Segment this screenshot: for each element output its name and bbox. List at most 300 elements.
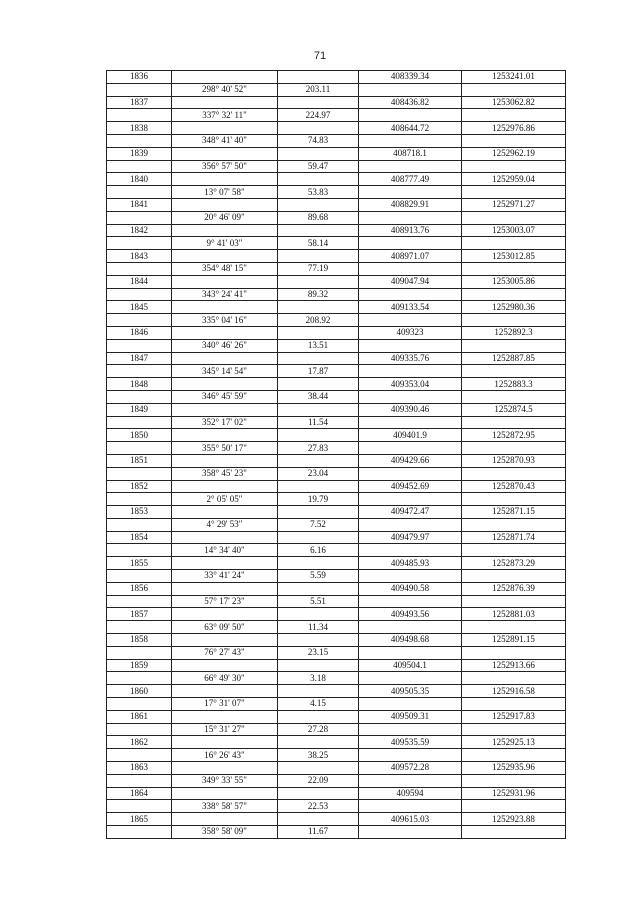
bearing-cell (172, 582, 278, 595)
easting-cell (359, 211, 462, 224)
point-number-cell (107, 211, 172, 224)
northing-cell (462, 749, 566, 762)
point-row (107, 147, 566, 160)
northing-cell (462, 723, 566, 736)
distance-cell: 11.34 (278, 621, 359, 634)
segment-row (107, 646, 566, 659)
northing-cell (462, 365, 566, 378)
bearing-cell (172, 787, 278, 800)
coordinates-table (106, 70, 566, 839)
point-row (107, 198, 566, 211)
point-row (107, 96, 566, 109)
bearing-cell (172, 813, 278, 826)
distance-cell (278, 275, 359, 288)
bearing-cell (172, 198, 278, 211)
point-row (107, 736, 566, 749)
easting-cell: 409504.1 (359, 659, 462, 672)
bearing-cell (172, 608, 278, 621)
point-row (107, 429, 566, 442)
point-number-cell: 1839 (107, 147, 172, 160)
bearing-cell (172, 301, 278, 314)
easting-cell (359, 800, 462, 813)
distance-cell (278, 813, 359, 826)
distance-cell: 58.14 (278, 237, 359, 250)
northing-cell: 1252873.29 (462, 557, 566, 570)
northing-cell: 1252870.43 (462, 480, 566, 493)
page-number: 71 (313, 50, 327, 62)
northing-cell (462, 314, 566, 327)
easting-cell: 408913.76 (359, 224, 462, 237)
northing-cell (462, 698, 566, 711)
point-number-cell: 1847 (107, 352, 172, 365)
distance-cell (278, 659, 359, 672)
segment-row (107, 390, 566, 403)
northing-cell: 1253005.86 (462, 275, 566, 288)
segment-row (107, 442, 566, 455)
segment-row (107, 314, 566, 327)
easting-cell: 409335.76 (359, 352, 462, 365)
easting-cell (359, 621, 462, 634)
bearing-cell: 13° 07' 58" (172, 186, 278, 199)
bearing-cell: 346° 45' 59" (172, 390, 278, 403)
point-number-cell (107, 672, 172, 685)
point-number-cell: 1844 (107, 275, 172, 288)
distance-cell (278, 762, 359, 775)
distance-cell: 89.68 (278, 211, 359, 224)
point-number-cell: 1853 (107, 506, 172, 519)
point-number-cell (107, 416, 172, 429)
point-row (107, 301, 566, 314)
easting-cell: 409572.28 (359, 762, 462, 775)
segment-row (107, 109, 566, 122)
point-row (107, 403, 566, 416)
distance-cell (278, 378, 359, 391)
easting-cell (359, 262, 462, 275)
point-number-cell: 1864 (107, 787, 172, 800)
point-number-cell: 1858 (107, 634, 172, 647)
bearing-cell: 4° 29' 53" (172, 518, 278, 531)
distance-cell (278, 224, 359, 237)
easting-cell: 409505.35 (359, 685, 462, 698)
point-number-cell (107, 826, 172, 839)
northing-cell: 1252876.39 (462, 582, 566, 595)
bearing-cell: 356° 57' 50" (172, 160, 278, 173)
easting-cell: 409452.69 (359, 480, 462, 493)
distance-cell: 5.51 (278, 595, 359, 608)
bearing-cell (172, 659, 278, 672)
northing-cell (462, 646, 566, 659)
point-number-cell (107, 83, 172, 96)
point-row (107, 352, 566, 365)
bearing-cell (172, 634, 278, 647)
point-number-cell: 1865 (107, 813, 172, 826)
easting-cell: 409401.9 (359, 429, 462, 442)
point-row (107, 480, 566, 493)
easting-cell (359, 134, 462, 147)
distance-cell (278, 454, 359, 467)
point-number-cell: 1856 (107, 582, 172, 595)
easting-cell (359, 672, 462, 685)
distance-cell (278, 71, 359, 84)
point-row (107, 531, 566, 544)
easting-cell (359, 288, 462, 301)
segment-row (107, 672, 566, 685)
easting-cell: 408436.82 (359, 96, 462, 109)
segment-row (107, 288, 566, 301)
point-number-cell: 1863 (107, 762, 172, 775)
easting-cell (359, 416, 462, 429)
point-number-cell: 1849 (107, 403, 172, 416)
northing-cell: 1252871.15 (462, 506, 566, 519)
bearing-cell: 355° 50' 17" (172, 442, 278, 455)
distance-cell (278, 173, 359, 186)
point-number-cell: 1843 (107, 250, 172, 263)
distance-cell: 3.18 (278, 672, 359, 685)
point-number-cell: 1862 (107, 736, 172, 749)
northing-cell (462, 390, 566, 403)
point-row (107, 787, 566, 800)
northing-cell (462, 595, 566, 608)
segment-row (107, 518, 566, 531)
bearing-cell (172, 71, 278, 84)
distance-cell: 27.28 (278, 723, 359, 736)
northing-cell: 1252976.86 (462, 122, 566, 135)
point-number-cell (107, 109, 172, 122)
easting-cell (359, 749, 462, 762)
distance-cell (278, 736, 359, 749)
point-row (107, 224, 566, 237)
segment-row (107, 467, 566, 480)
segment-row (107, 544, 566, 557)
segment-row (107, 749, 566, 762)
point-number-cell (107, 442, 172, 455)
easting-cell: 408339.34 (359, 71, 462, 84)
segment-row (107, 134, 566, 147)
easting-cell (359, 109, 462, 122)
segment-row (107, 698, 566, 711)
bearing-cell: 20° 46' 09" (172, 211, 278, 224)
northing-cell (462, 493, 566, 506)
bearing-cell: 343° 24' 41" (172, 288, 278, 301)
northing-cell: 1252883.3 (462, 378, 566, 391)
easting-cell: 408644.72 (359, 122, 462, 135)
bearing-cell (172, 378, 278, 391)
bearing-cell (172, 762, 278, 775)
segment-row (107, 237, 566, 250)
point-number-cell (107, 237, 172, 250)
bearing-cell: 57° 17' 23" (172, 595, 278, 608)
northing-cell (462, 467, 566, 480)
point-row (107, 813, 566, 826)
northing-cell (462, 262, 566, 275)
segment-row (107, 186, 566, 199)
bearing-cell: 63° 09' 50" (172, 621, 278, 634)
segment-row (107, 723, 566, 736)
point-number-cell: 1857 (107, 608, 172, 621)
point-row (107, 506, 566, 519)
easting-cell (359, 339, 462, 352)
northing-cell: 1252916.58 (462, 685, 566, 698)
point-number-cell (107, 314, 172, 327)
segment-row (107, 800, 566, 813)
bearing-cell (172, 326, 278, 339)
segment-row (107, 595, 566, 608)
easting-cell: 409479.97 (359, 531, 462, 544)
bearing-cell (172, 96, 278, 109)
distance-cell: 7.52 (278, 518, 359, 531)
easting-cell: 409498.68 (359, 634, 462, 647)
bearing-cell (172, 429, 278, 442)
northing-cell: 1253012.85 (462, 250, 566, 263)
point-number-cell: 1838 (107, 122, 172, 135)
point-number-cell: 1848 (107, 378, 172, 391)
distance-cell: 38.25 (278, 749, 359, 762)
bearing-cell: 340° 46' 26" (172, 339, 278, 352)
bearing-cell: 14° 34' 40" (172, 544, 278, 557)
easting-cell: 409615.03 (359, 813, 462, 826)
easting-cell (359, 493, 462, 506)
bearing-cell: 348° 41' 40" (172, 134, 278, 147)
easting-cell: 409323 (359, 326, 462, 339)
northing-cell (462, 339, 566, 352)
distance-cell: 5.59 (278, 570, 359, 583)
point-number-cell: 1861 (107, 710, 172, 723)
northing-cell: 1252887.85 (462, 352, 566, 365)
distance-cell (278, 710, 359, 723)
distance-cell: 19.79 (278, 493, 359, 506)
bearing-cell: 345° 14' 54" (172, 365, 278, 378)
point-number-cell (107, 518, 172, 531)
point-row (107, 250, 566, 263)
easting-cell: 409490.58 (359, 582, 462, 595)
point-row (107, 71, 566, 84)
point-number-cell: 1837 (107, 96, 172, 109)
easting-cell (359, 442, 462, 455)
northing-cell (462, 134, 566, 147)
distance-cell: 11.67 (278, 826, 359, 839)
easting-cell: 409133.54 (359, 301, 462, 314)
bearing-cell (172, 352, 278, 365)
point-number-cell: 1851 (107, 454, 172, 467)
segment-row (107, 774, 566, 787)
point-row (107, 122, 566, 135)
bearing-cell: 298° 40' 52" (172, 83, 278, 96)
easting-cell (359, 390, 462, 403)
distance-cell (278, 301, 359, 314)
point-row (107, 634, 566, 647)
point-row (107, 685, 566, 698)
easting-cell (359, 570, 462, 583)
point-number-cell: 1854 (107, 531, 172, 544)
easting-cell (359, 467, 462, 480)
northing-cell (462, 544, 566, 557)
segment-row (107, 493, 566, 506)
point-number-cell: 1846 (107, 326, 172, 339)
point-number-cell (107, 570, 172, 583)
northing-cell: 1252891.15 (462, 634, 566, 647)
bearing-cell (172, 250, 278, 263)
point-row (107, 608, 566, 621)
distance-cell: 89.32 (278, 288, 359, 301)
point-number-cell (107, 262, 172, 275)
northing-cell (462, 518, 566, 531)
distance-cell (278, 557, 359, 570)
distance-cell: 77.19 (278, 262, 359, 275)
northing-cell: 1252935.96 (462, 762, 566, 775)
distance-cell: 23.04 (278, 467, 359, 480)
point-number-cell: 1842 (107, 224, 172, 237)
bearing-cell (172, 685, 278, 698)
northing-cell: 1252959.04 (462, 173, 566, 186)
bearing-cell: 16° 26' 43" (172, 749, 278, 762)
point-number-cell (107, 544, 172, 557)
point-number-cell (107, 288, 172, 301)
northing-cell (462, 186, 566, 199)
distance-cell: 53.83 (278, 186, 359, 199)
easting-cell: 409509.31 (359, 710, 462, 723)
bearing-cell: 349° 33' 55" (172, 774, 278, 787)
northing-cell: 1252913.66 (462, 659, 566, 672)
segment-row (107, 826, 566, 839)
point-number-cell: 1852 (107, 480, 172, 493)
point-number-cell (107, 390, 172, 403)
segment-row (107, 365, 566, 378)
easting-cell (359, 83, 462, 96)
distance-cell (278, 198, 359, 211)
northing-cell: 1253062.82 (462, 96, 566, 109)
point-number-cell (107, 595, 172, 608)
easting-cell: 408777.49 (359, 173, 462, 186)
point-row (107, 454, 566, 467)
bearing-cell (172, 736, 278, 749)
northing-cell (462, 160, 566, 173)
segment-row (107, 621, 566, 634)
point-number-cell: 1859 (107, 659, 172, 672)
bearing-cell (172, 275, 278, 288)
bearing-cell: 17° 31' 07" (172, 698, 278, 711)
distance-cell: 6.16 (278, 544, 359, 557)
bearing-cell: 76° 27' 43" (172, 646, 278, 659)
northing-cell (462, 570, 566, 583)
bearing-cell (172, 480, 278, 493)
bearing-cell (172, 122, 278, 135)
distance-cell: 59.47 (278, 160, 359, 173)
bearing-cell: 2° 05' 05" (172, 493, 278, 506)
point-number-cell (107, 723, 172, 736)
northing-cell (462, 416, 566, 429)
easting-cell (359, 698, 462, 711)
bearing-cell (172, 557, 278, 570)
bearing-cell (172, 147, 278, 160)
point-number-cell: 1845 (107, 301, 172, 314)
segment-row (107, 211, 566, 224)
northing-cell: 1252871.74 (462, 531, 566, 544)
distance-cell (278, 429, 359, 442)
easting-cell: 409535.59 (359, 736, 462, 749)
point-number-cell: 1850 (107, 429, 172, 442)
distance-cell (278, 326, 359, 339)
distance-cell: 74.83 (278, 134, 359, 147)
northing-cell (462, 211, 566, 224)
point-number-cell (107, 800, 172, 813)
point-row (107, 275, 566, 288)
point-number-cell: 1860 (107, 685, 172, 698)
distance-cell: 13.51 (278, 339, 359, 352)
easting-cell: 409353.04 (359, 378, 462, 391)
northing-cell (462, 800, 566, 813)
easting-cell (359, 544, 462, 557)
bearing-cell: 352° 17' 02" (172, 416, 278, 429)
distance-cell (278, 250, 359, 263)
northing-cell: 1252872.95 (462, 429, 566, 442)
bearing-cell: 358° 58' 09" (172, 826, 278, 839)
northing-cell: 1252971.27 (462, 198, 566, 211)
bearing-cell: 338° 58' 57" (172, 800, 278, 813)
segment-row (107, 160, 566, 173)
northing-cell (462, 288, 566, 301)
bearing-cell: 9° 41' 03" (172, 237, 278, 250)
bearing-cell (172, 454, 278, 467)
segment-row (107, 83, 566, 96)
northing-cell: 1253003.07 (462, 224, 566, 237)
segment-row (107, 416, 566, 429)
point-row (107, 378, 566, 391)
point-number-cell (107, 365, 172, 378)
bearing-cell: 358° 45' 23" (172, 467, 278, 480)
point-number-cell (107, 493, 172, 506)
easting-cell: 409493.56 (359, 608, 462, 621)
easting-cell: 409047.94 (359, 275, 462, 288)
point-number-cell: 1855 (107, 557, 172, 570)
easting-cell: 408829.91 (359, 198, 462, 211)
point-row (107, 173, 566, 186)
point-number-cell (107, 160, 172, 173)
distance-cell: 208.92 (278, 314, 359, 327)
northing-cell: 1252962.19 (462, 147, 566, 160)
northing-cell (462, 672, 566, 685)
easting-cell (359, 518, 462, 531)
distance-cell: 38.44 (278, 390, 359, 403)
point-number-cell: 1840 (107, 173, 172, 186)
easting-cell (359, 826, 462, 839)
distance-cell: 22.53 (278, 800, 359, 813)
northing-cell (462, 826, 566, 839)
distance-cell (278, 352, 359, 365)
northing-cell: 1253241.01 (462, 71, 566, 84)
bearing-cell: 337° 32' 11" (172, 109, 278, 122)
northing-cell (462, 237, 566, 250)
northing-cell (462, 83, 566, 96)
northing-cell (462, 442, 566, 455)
easting-cell (359, 723, 462, 736)
bearing-cell (172, 173, 278, 186)
easting-cell (359, 160, 462, 173)
distance-cell (278, 480, 359, 493)
distance-cell: 23.15 (278, 646, 359, 659)
bearing-cell: 66° 49' 30" (172, 672, 278, 685)
bearing-cell: 15° 31' 27" (172, 723, 278, 736)
point-row (107, 326, 566, 339)
easting-cell (359, 186, 462, 199)
point-number-cell (107, 467, 172, 480)
point-number-cell: 1841 (107, 198, 172, 211)
distance-cell: 11.54 (278, 416, 359, 429)
distance-cell (278, 787, 359, 800)
easting-cell (359, 774, 462, 787)
point-number-cell (107, 646, 172, 659)
point-number-cell: 1836 (107, 71, 172, 84)
segment-row (107, 570, 566, 583)
